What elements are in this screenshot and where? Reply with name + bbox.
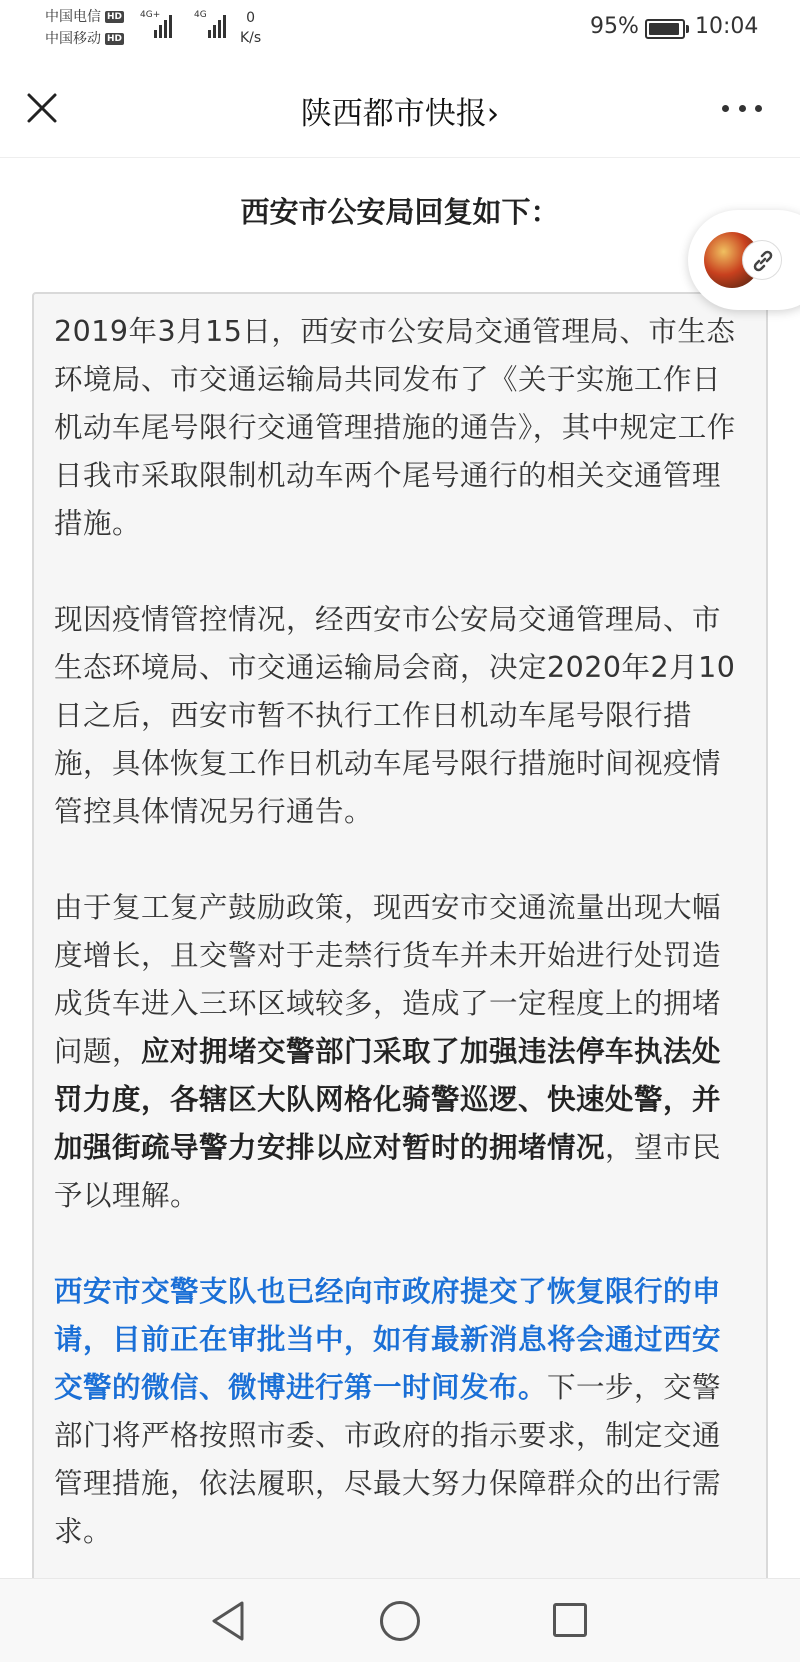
system-navigation-bar: [0, 1578, 800, 1662]
network-speed: [240, 8, 261, 48]
battery-fill: [649, 23, 679, 35]
carrier-2-label: 中国移动: [45, 31, 101, 47]
network-speed-unit: K/s: [240, 30, 262, 46]
signal-indicators: [140, 10, 232, 38]
floating-share-widget[interactable]: [688, 210, 800, 310]
carrier-info: [45, 6, 124, 50]
article-heading: 西安市公安局回复如下：: [240, 195, 560, 229]
account-title-link[interactable]: [0, 88, 800, 133]
chevron-right-icon: ›: [486, 96, 500, 132]
paragraph-4: [54, 1268, 746, 1556]
paragraph-1: 2019年3月15日，西安市公安局交通管理局、市生态环境局、市交通运输局共同发布了《关于实施工作日机动车尾号限行交通管理措施的通告》，其中规定工作日我市采取限制机动车两个尾号通行的相关交通管理措施。: [54, 315, 736, 540]
battery-percent: 95%: [590, 14, 639, 39]
carrier-1-label: 中国电信: [45, 9, 101, 25]
paragraph-4-highlight: 西安市交警支队也已经向市政府提交了恢复限行的申请，目前正在审批当中，如有最新消息将会通过西安交警的微信、微博进行第一时间发布。: [54, 1275, 722, 1404]
more-dot: [739, 105, 746, 112]
clock: 10:04: [695, 14, 759, 39]
back-triangle-icon[interactable]: [208, 1599, 248, 1643]
paragraph-2: 现因疫情管控情况，经西安市公安局交通管理局、市生态环境局、市交通运输局会商，决定2020年2月10日之后，西安市暂不执行工作日机动车尾号限行措施，具体恢复工作日机动车尾号限行措施时间视疫情管控具体情况另行通告。: [54, 603, 736, 828]
battery-tip: [686, 25, 689, 33]
hd-badge-2: HD: [107, 34, 123, 44]
paragraph-3-text-b: ，望市民予以理解。: [54, 1131, 722, 1212]
link-icon: [743, 241, 783, 281]
paragraph-3-text-a: 由于复工复产鼓励政策，现西安市交通流量出现大幅度增长，且交警对于走禁行货车并未开始进行处罚造成货车进入三环区域较多，造成了一定程度上的拥堵问题，: [54, 891, 722, 1068]
battery-icon: [645, 19, 685, 39]
signal-strength-2-icon: [194, 10, 232, 38]
paragraph-3: [54, 884, 746, 1220]
link-button[interactable]: [742, 240, 782, 280]
more-button[interactable]: [722, 100, 762, 116]
status-bar: [0, 0, 800, 60]
network-speed-value: 0: [246, 10, 256, 26]
more-dot: [755, 105, 762, 112]
hd-badge-1: HD: [107, 12, 123, 22]
paragraph-3-bold: 应对拥堵交警部门采取了加强违法停车执法处罚力度，各辖区大队网格化骑警巡逻、快速处警，并加强街疏导警力安排以应对暂时的拥堵情况: [54, 1035, 722, 1164]
signal-strength-1-icon: [140, 10, 178, 38]
quote-box: [32, 292, 768, 1582]
recent-square-icon[interactable]: [553, 1603, 587, 1637]
home-circle-icon[interactable]: [380, 1601, 420, 1641]
paragraph-4-text: 下一步，交警部门将严格按照市委、市政府的指示要求，制定交通管理措施，依法履职，尽最大努力保障群众的出行需求。: [54, 1371, 722, 1548]
network-type-1: 4G+: [140, 10, 161, 20]
nav-bar: [0, 60, 800, 158]
account-name: 陕西都市快报: [300, 96, 487, 132]
more-dot: [722, 105, 729, 112]
network-type-2: 4G: [194, 10, 207, 20]
